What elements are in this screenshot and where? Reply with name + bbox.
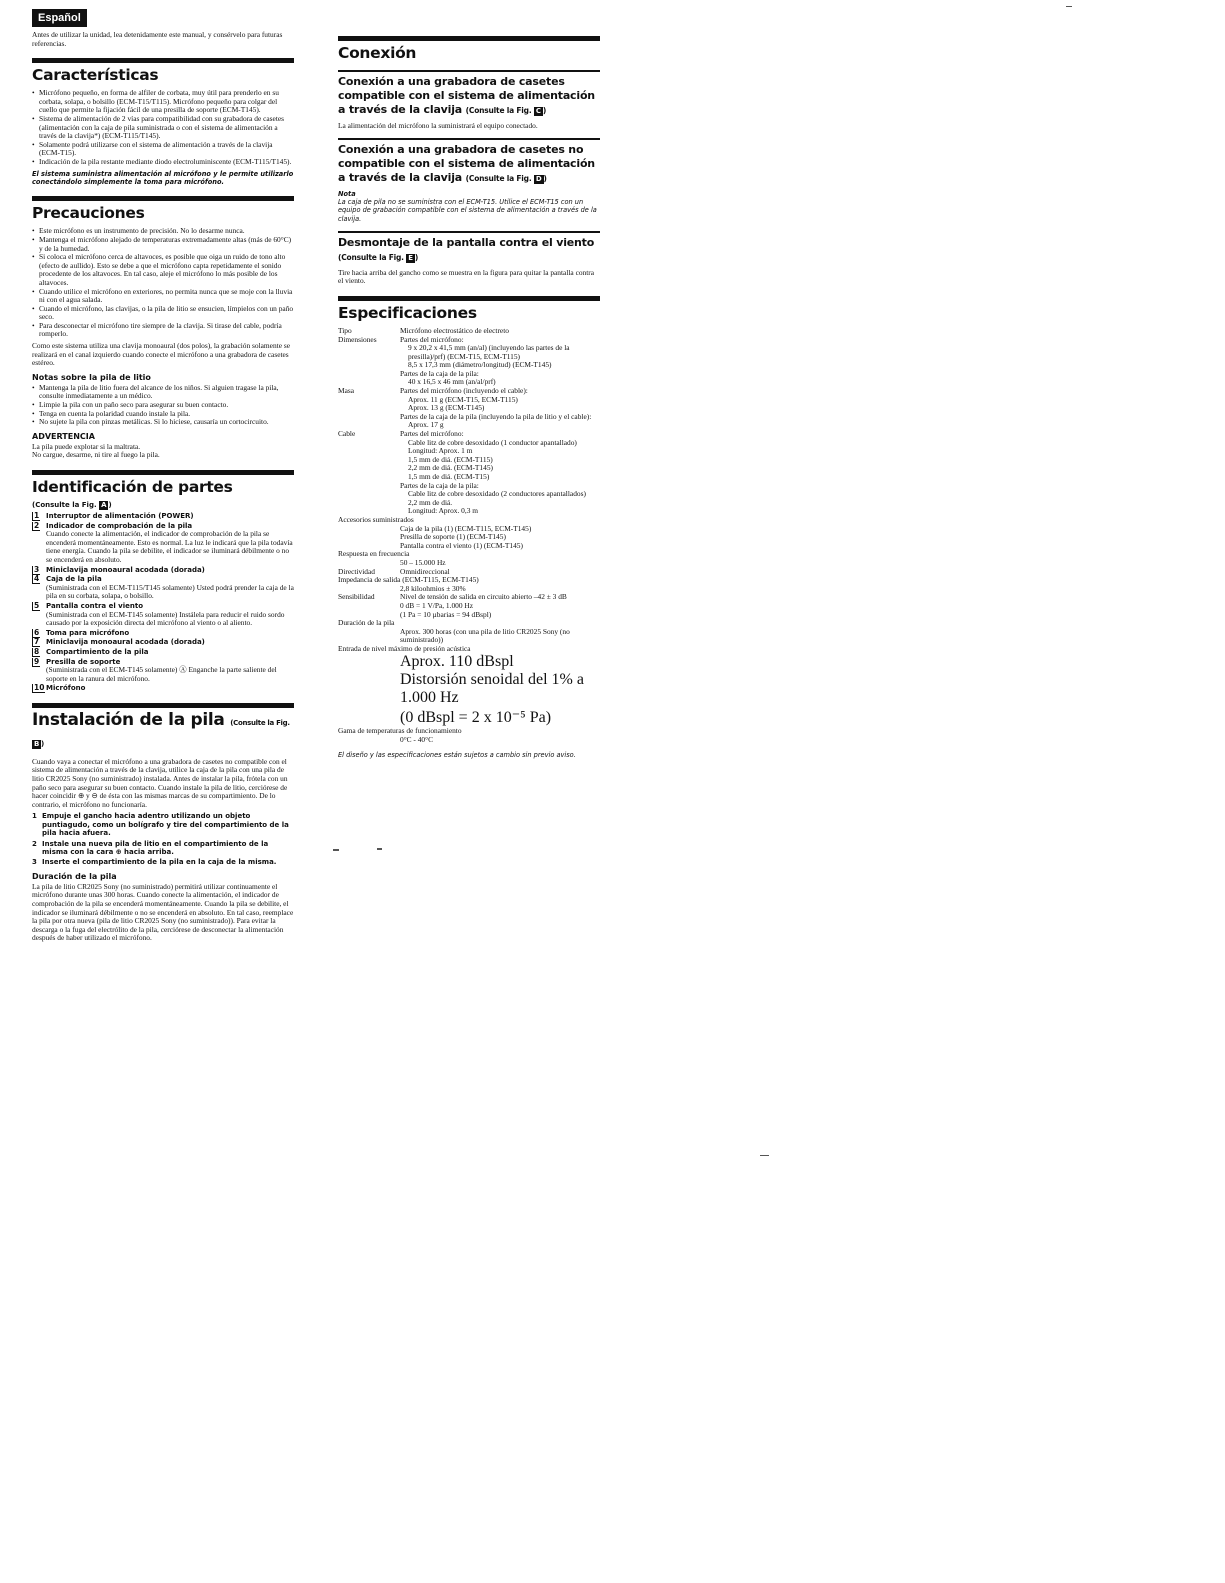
- part-number: 2: [34, 520, 40, 530]
- spec-key: Dimensiones: [338, 334, 377, 344]
- scan-mark: [333, 849, 339, 851]
- spec-line: Partes del micrófono (incluyendo el cable):: [400, 386, 528, 396]
- section-rule: [32, 58, 294, 63]
- spec-sensibilidad: [338, 593, 600, 619]
- spec-line: Aprox. 13 g (ECM-T145): [408, 403, 485, 413]
- part-number: 5: [34, 600, 40, 610]
- spec-key: Tipo: [338, 325, 352, 335]
- spec-row: [338, 387, 600, 430]
- section-rule: [32, 196, 294, 201]
- part-number: 8: [34, 646, 40, 656]
- ref-text: (Consulte la Fig.: [338, 252, 404, 262]
- spec-value: Aprox. 300 horas (con una pila de litio CR2025 Sony (no suministrado)): [400, 626, 570, 645]
- ref-text: ): [108, 501, 112, 509]
- spec-key: Entrada de nivel máximo de presión acústica: [338, 643, 471, 653]
- list-item: • Limpie la pila con un paño seco para asegurar su buen contacto.: [32, 401, 294, 410]
- instalacion-title: Instalación de la pila: [32, 709, 225, 730]
- spec-duracion: [338, 619, 600, 645]
- spec-lines: [400, 593, 600, 619]
- steps-list: [32, 812, 294, 866]
- step-number: 2: [32, 839, 37, 848]
- scan-mark: [1066, 6, 1072, 7]
- part-description: (Suministrada con el ECM-T145 solamente) Ⓐ Enganche la parte saliente del soporte en la ranura del micrófono.: [46, 665, 277, 683]
- spec-value: [400, 430, 600, 516]
- spec-line: Partes del micrófono:: [400, 429, 464, 439]
- litio-heading: Notas sobre la pila de litio: [32, 372, 151, 382]
- ref-text: ): [41, 739, 44, 748]
- spec-gama: [338, 727, 600, 744]
- spec-row: [338, 336, 600, 388]
- part-description: (Suministrada con el ECM-T145 solamente) Instálela para reducir el ruido sordo causado por la exposición directa del micrófono al viento o al aliento.: [46, 609, 285, 628]
- spec-line: 0 dB = 1 V/Pa, 1.000 Hz: [400, 600, 474, 610]
- advertencia-line: No cargue, desarme, ni tire al fuego la pila.: [32, 450, 160, 460]
- especificaciones-heading: Especificaciones: [338, 303, 477, 322]
- part-number: 9: [34, 656, 40, 666]
- spec-value: 0°C - 40°C: [400, 735, 434, 745]
- spec-accesorios: [338, 516, 600, 550]
- part-item: [32, 575, 294, 601]
- spec-line: Nivel de tensión de salida en circuito abierto –42 ± 3 dB: [400, 592, 567, 602]
- caracteristicas-heading: Características: [32, 66, 159, 85]
- compatible-heading: [338, 75, 600, 118]
- spec-key: Directividad: [338, 566, 375, 576]
- part-item: [32, 602, 294, 628]
- no-compatible-heading: [338, 143, 600, 186]
- desmontaje-body: Tire hacia arriba del gancho como se muestra en la figura para quitar la pantalla contra el viento.: [338, 267, 595, 286]
- spec-line: 40 x 16,5 x 46 mm (an/al/prf): [408, 377, 496, 387]
- part-number: 7: [34, 637, 40, 647]
- parts-list: [32, 512, 294, 693]
- spec-line: 8,5 x 17,3 mm (diámetro/longitud) (ECM-T145): [408, 360, 552, 370]
- list-item: • Si coloca el micrófono cerca de altavoces, es posible que oiga un ruido de tono alto (efecto de aullido). Esto se debe a que el micrófono capta repetidamente el sonido procedente de los altavoces. En tal caso, aleje el micrófono lo más posible de los altavoces.: [32, 253, 294, 287]
- list-item: • Indicación de la pila restante mediante diodo electroluminiscente (ECM-T115/T145).: [32, 158, 294, 167]
- duracion-body: La pila de litio CR2025 Sony (no suministrado) permitirá utilizar continuamente el micrófono durante unas 300 horas. Cuando conecte la alimentación, el indicador de comprobación de la pila se encenderá momentáneamente. Cuando la pila se debilite, el indicador se iluminará débilmente o no se encenderá en absoluto. En tal caso, reemplace la pila por otra nueva (pila de litio CR2025 Sony (no suministrado)). Para evitar la descarga o la fuga del electrólito de la pila, cerciórese de desconectar la alimentación después de haber utilizado el micrófono.: [32, 881, 294, 943]
- no-compatible-title: Conexión a una grabadora de casetes no compatible con el sistema de alimentación a través de la clavija: [338, 142, 595, 184]
- sub-rule: [338, 231, 600, 233]
- caracteristicas-list: [32, 89, 294, 166]
- ref-text: (Consulte la Fig.: [465, 105, 532, 115]
- spec-line: Partes de la caja de la pila (incluyendo la pila de litio y el cable):: [400, 411, 592, 421]
- language-tab: Español: [32, 9, 87, 27]
- accesorio-item: Caja de la pila (1) (ECM-T115, ECM-T145): [400, 523, 532, 533]
- conexion-heading: Conexión: [338, 44, 417, 62]
- list-item: • Cuando utilice el micrófono en exteriores, no permita nunca que se moje con la lluvia ni con el agua salada.: [32, 288, 294, 305]
- accesorios-list: [338, 525, 600, 551]
- section-rule: [338, 296, 600, 301]
- list-item: • Solamente podrá utilizarse con el sistema de alimentación a través de la clavija (ECM-T15).: [32, 141, 294, 158]
- spec-line: 9 x 20,2 x 41,5 mm (an/al) (incluyendo las partes de la presilla)/prf) (ECM-T15, ECM-T115): [408, 343, 570, 361]
- spec-respuesta: [338, 550, 600, 567]
- spec-value: [400, 593, 600, 619]
- spec-line: (0 dBspl = 2 x 10⁻⁵ Pa): [400, 709, 552, 727]
- part-item: [32, 512, 294, 521]
- part-number: 3: [34, 564, 40, 574]
- part-name: Pantalla contra el viento: [46, 601, 144, 610]
- install-step: [32, 840, 294, 857]
- part-name: Indicador de comprobación de la pila: [46, 521, 193, 530]
- part-item: [32, 566, 294, 575]
- step-text: Inserte el compartimiento de la pila en la caja de la misma.: [42, 858, 277, 867]
- instalacion-body: Cuando vaya a conectar el micrófono a una grabadora de casetes no compatible con el sistema de alimentación a través de la clavija, utilice la caja de la pila con una pila de litio CR2025 Sony (no suministrado) instalada. Antes de instalar la pila, frótela con un paño seco para asegurar su buen contacto. Cuando instale la pila de litio, cerciórese de hacer coincidir ⊕ y ⊖ de ésta con las mismas marcas de su compartimiento. De lo contrario, el micrófono no funcionaría.: [32, 756, 288, 809]
- part-item: [32, 522, 294, 565]
- section-rule: [32, 703, 294, 708]
- compatible-body: La alimentación del micrófono la suministrará el equipo conectado.: [338, 120, 538, 130]
- list-item: • Cuando el micrófono, las clavijas, o la pila de litio se ensucien, límpielos con un paño seco.: [32, 305, 294, 322]
- part-item: [32, 684, 294, 693]
- right-column: [338, 36, 600, 762]
- spec-key: Sensibilidad: [338, 592, 375, 602]
- section-rule: [32, 470, 294, 475]
- fig-badge: B: [34, 739, 40, 748]
- part-number: 10: [34, 683, 45, 693]
- list-item: • Tenga en cuenta la polaridad cuando instale la pila.: [32, 410, 294, 419]
- part-item: [32, 638, 294, 647]
- step-number: 3: [32, 858, 37, 867]
- desmontaje-heading: [338, 236, 600, 265]
- spec-value: 2,8 kiloohmios ± 30%: [400, 583, 466, 593]
- spec-impedancia: [338, 576, 600, 593]
- install-step: [32, 858, 294, 866]
- spec-line: Longitud: Aprox. 1 m: [408, 446, 473, 456]
- instalacion-heading: [32, 711, 294, 753]
- compatible-ref: (Consulte la Fig. C ): [465, 105, 547, 115]
- identificacion-ref: [32, 501, 294, 510]
- part-name: Miniclavija monoaural acodada (dorada): [46, 565, 205, 574]
- accesorio-item: Pantalla contra el viento (1) (ECM-T145): [400, 540, 523, 550]
- identificacion-heading: Identificación de partes: [32, 478, 233, 496]
- part-item: [32, 629, 294, 638]
- spec-line: Cable litz de cobre desoxidado (2 conductores apantallados): [408, 489, 586, 499]
- spec-key: Cable: [338, 429, 356, 439]
- part-description: (Suministrada con el ECM-T115/T145 solamente) Usted podrá prender la caja de la pila en su corbata, solapa, o bolsillo.: [46, 582, 294, 601]
- advertencia-line: La pila puede explotar si la maltrata.: [32, 441, 141, 451]
- advertencia-heading: ADVERTENCIA: [32, 431, 95, 441]
- spec-line: Aprox. 17 g: [408, 420, 444, 430]
- accesorio-item: Presilla de soporte (1) (ECM-T145): [400, 532, 506, 542]
- compatible-title: Conexión a una grabadora de casetes compatible con el sistema de alimentación a través de la clavija: [338, 74, 595, 116]
- no-compatible-ref: (Consulte la Fig. D ): [465, 173, 547, 183]
- spec-line: Longitud: Aprox. 0,3 m: [408, 506, 479, 516]
- precauciones-heading: Precauciones: [32, 204, 145, 223]
- spec-line: Aprox. 110 dBspl: [400, 653, 514, 671]
- part-name: Caja de la pila: [46, 575, 102, 584]
- spec-key: Duración de la pila: [338, 618, 395, 628]
- part-number: 6: [34, 627, 40, 637]
- spec-line: 1,5 mm de diá. (ECM-T15): [408, 472, 490, 481]
- spec-key: Accesorios suministrados: [338, 514, 414, 524]
- spec-lines: [338, 653, 600, 727]
- spec-key: Masa: [338, 386, 355, 396]
- spec-line: Aprox. 11 g (ECM-T15, ECM-T115): [408, 394, 518, 404]
- desmontaje-ref: (Consulte la Fig. E ): [338, 252, 419, 262]
- precauciones-list: [32, 227, 294, 339]
- fig-badge: C: [535, 106, 541, 115]
- spec-line: Distorsión senoidal del 1% a 1.000 Hz: [400, 671, 584, 707]
- spec-line: Partes de la caja de la pila:: [400, 480, 479, 490]
- part-name: Toma para micrófono: [46, 628, 130, 637]
- part-name: Micrófono: [46, 684, 86, 693]
- ref-text: (Consulte la Fig.: [465, 173, 532, 183]
- spec-key: Impedancia de salida (ECM-T115, ECM-T145): [338, 575, 479, 585]
- part-description: Cuando conecte la alimentación, el indicador de comprobación de la pila se encenderá momentáneamente. Esto es normal. La luz le indicará que la pila todavía tiene energía. Cuando la pila se debilite, el indicador se iluminará débilmente o no se encenderá en absoluto.: [46, 529, 293, 564]
- fig-badge: A: [101, 501, 107, 509]
- fig-badge: D: [535, 174, 542, 183]
- spec-row: [338, 327, 600, 336]
- list-item: • Mantenga la pila de litio fuera del alcance de los niños. Si alguien tragase la pila, consulte inmediatamente a un médico.: [32, 384, 294, 401]
- spec-line: Partes de la caja de la pila:: [400, 368, 479, 378]
- scan-mark: [377, 848, 382, 850]
- sub-rule: [338, 138, 600, 140]
- part-name: Miniclavija monoaural acodada (dorada): [46, 638, 205, 647]
- install-step: [32, 812, 294, 837]
- list-item: • Para desconectar el micrófono tire siempre de la clavija. Si tirase del cable, podría romperlo.: [32, 322, 294, 339]
- spec-key: Respuesta en frecuencia: [338, 549, 410, 559]
- mono-note: Como este sistema utiliza una clavija monoaural (dos polos), la grabación solamente se realizará en el canal izquierdo cuando conecte el micrófono a una grabadora de casetes estéreo.: [32, 341, 290, 368]
- part-item: [32, 658, 294, 684]
- intro-text: Antes de utilizar la unidad, lea detenidamente este manual, y consérvelo para futuras referencias.: [32, 30, 283, 48]
- spec-value: [400, 387, 600, 430]
- list-item: • Micrófono pequeño, en forma de alfiler de corbata, muy útil para prenderlo en su corbata, solapa, o bolsillo (ECM-T15/T115). Micrófono pequeño para colgar del cuello que permite la fijación fácil de una presilla de soporte (ECM-T145).: [32, 89, 294, 115]
- spec-value: [400, 336, 600, 388]
- section-rule: [338, 36, 600, 41]
- part-name: Compartimiento de la pila: [46, 647, 149, 656]
- spec-line: Partes del micrófono:: [400, 334, 464, 344]
- spec-line: Micrófono electrostático de electreto: [400, 325, 509, 335]
- scan-mark: [760, 1155, 769, 1156]
- nota-heading: Nota: [338, 189, 356, 198]
- spec-table: [338, 327, 600, 516]
- part-name: Presilla de soporte: [46, 657, 121, 666]
- spec-value: Omnidireccional: [400, 566, 450, 576]
- spec-line: 1,5 mm de diá. (ECM-T115): [408, 454, 493, 464]
- spec-entrada: [338, 645, 600, 728]
- list-item: • Sistema de alimentación de 2 vías para compatibilidad con su grabadora de casetes (alimentación con la caja de pila suministrada o con el sistema de alimentación a través de la clavija*) (ECM-T115/T145).: [32, 115, 294, 141]
- fig-badge: E: [408, 253, 413, 262]
- spec-value: 50 – 15.000 Hz: [400, 557, 446, 567]
- nota-body: La caja de pila no se suministra con el ECM-T15. Utilice el ECM-T15 con un equipo de grabación compatible con el sistema de alimentación a través de la clavija.: [338, 198, 597, 223]
- litio-list: [32, 384, 294, 427]
- part-number: 4: [34, 574, 40, 584]
- step-text: Instale una nueva pila de litio en el compartimiento de la misma con la cara ⊕ hacia arriba.: [42, 839, 269, 857]
- spec-line: (1 Pa = 10 µbarias = 94 dBspl): [400, 609, 492, 619]
- spec-line: 2,2 mm de diá. (ECM-T145): [408, 463, 493, 473]
- step-number: 1: [32, 812, 37, 821]
- part-number: 1: [34, 511, 40, 520]
- spec-footer: El diseño y las especificaciones están sujetos a cambio sin previo aviso.: [338, 750, 576, 759]
- ref-text: (Consulte la Fig.: [32, 501, 97, 509]
- ref-text: (Consulte la Fig.: [230, 718, 290, 727]
- step-text: Empuje el gancho hacia adentro utilizando un objeto puntiagudo, como un bolígrafo y tire del compartimiento de la pila hacia afuera.: [42, 812, 289, 838]
- duracion-heading: Duración de la pila: [32, 871, 117, 881]
- spec-key: Gama de temperaturas de funcionamiento: [338, 726, 462, 736]
- list-item: • No sujete la pila con pinzas metálicas. Si lo hiciese, causaría un cortocircuito.: [32, 418, 294, 427]
- spec-line: 2,2 mm de diá.: [408, 497, 453, 507]
- desmontaje-title: Desmontaje de la pantalla contra el viento: [338, 235, 595, 249]
- part-name: Interruptor de alimentación (POWER): [46, 512, 194, 520]
- list-item: • Este micrófono es un instrumento de precisión. No lo desarme nunca.: [32, 227, 294, 236]
- sub-rule: [338, 70, 600, 72]
- spec-line: Cable litz de cobre desoxidado (1 conductor apantallado): [408, 437, 577, 447]
- spec-row: [338, 430, 600, 516]
- list-item: • Mantenga el micrófono alejado de temperaturas extremadamente altas (más de 60°C) y de la humedad.: [32, 236, 294, 253]
- left-column: [32, 8, 294, 946]
- caracteristicas-note: El sistema suministra alimentación al micrófono y le permite utilizarlo conectándolo simplemente la toma para micrófono.: [32, 169, 294, 186]
- part-item: [32, 648, 294, 657]
